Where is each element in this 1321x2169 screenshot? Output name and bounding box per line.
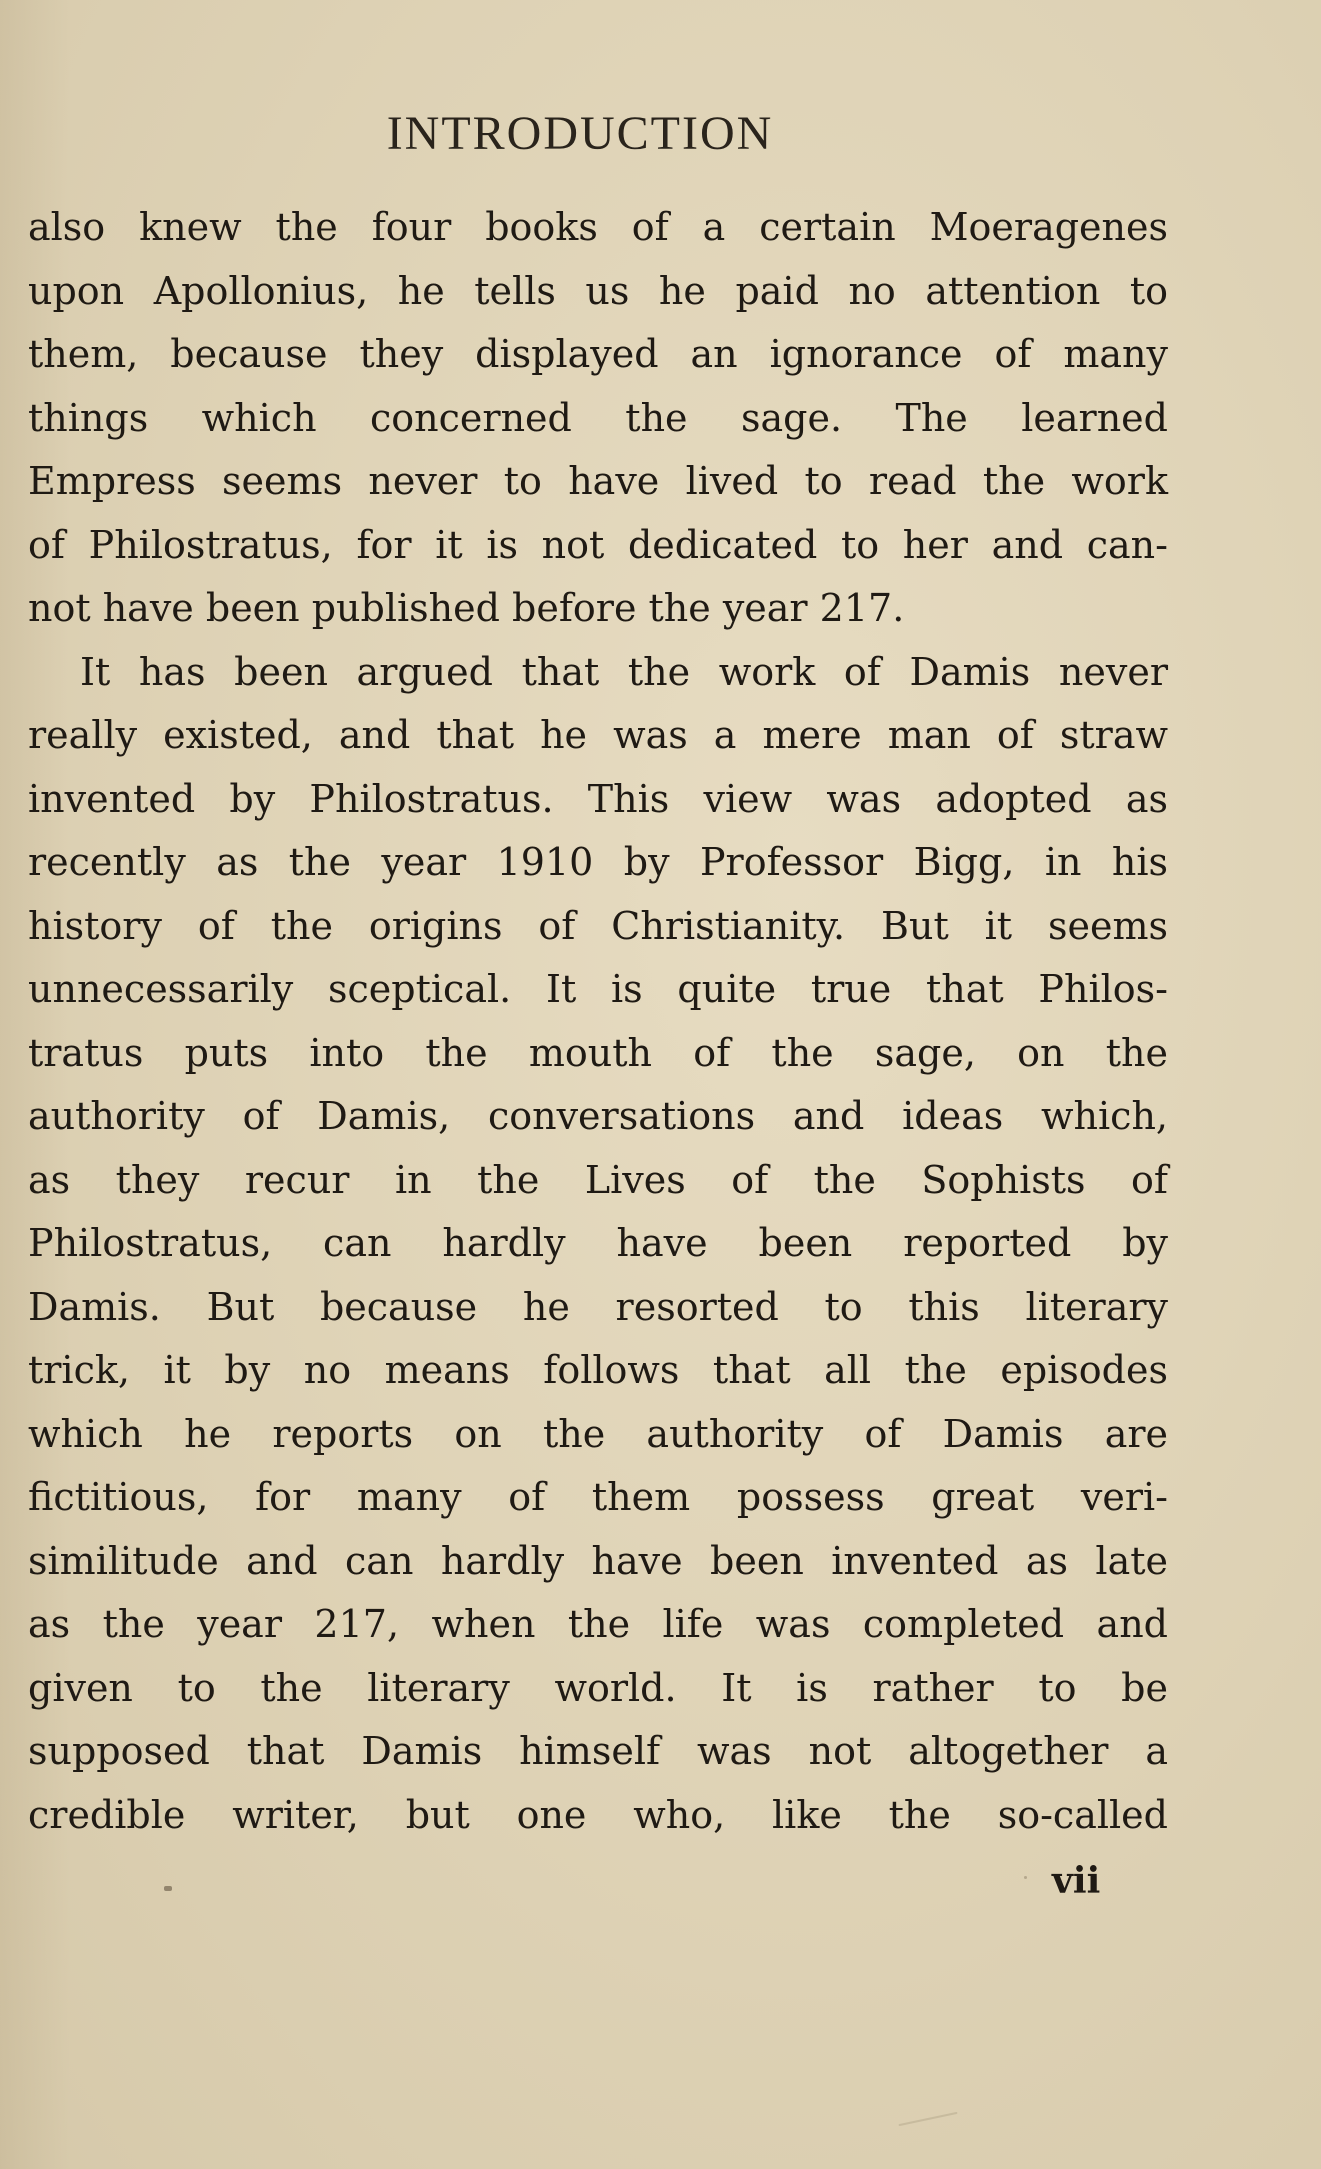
running-head: INTRODUCTION [386,107,774,160]
text-line: as they recur in the Lives of the Sophists of [28,1157,1168,1202]
text-line: history of the origins of Christianity. But it seems [28,903,1168,948]
text-line: Philostratus, can hardly have been reported by [28,1221,1168,1265]
text-line: fictitious, for many of them possess great veri- [28,1475,1168,1519]
text-line: which he reports on the authority of Damis are [28,1411,1168,1456]
text-line: unnecessarily sceptical. It is quite true that Philos- [28,967,1168,1011]
text-line: invented by Philostratus. This view was adopted as [28,776,1168,821]
text-line: of Philostratus, for it is not dedicated to her and can- [28,522,1168,567]
text-line: also knew the four books of a certain Moeragenes [28,205,1168,249]
body-text [28,196,1168,1847]
text-line: Empress seems never to have lived to read the work [28,459,1168,503]
page-number: vii [1052,1860,1101,1902]
text-line: really existed, and that he was a mere man of straw [28,713,1168,757]
text-line: supposed that Damis himself was not altogether a [28,1729,1168,1773]
text-line: credible writer, but one who, like the so-called [28,1792,1168,1837]
paragraph-start-line: It has been argued that the work of Damis never [80,649,1168,694]
text-line: them, because they displayed an ignorance of many [28,332,1168,376]
text-line: given to the literary world. It is rather to be [28,1665,1168,1710]
text-line: Damis. But because he resorted to this literary [28,1284,1168,1329]
text-line: authority of Damis, conversations and ideas which, [28,1094,1168,1138]
paper-speck [1024,1876,1027,1879]
text-line: things which concerned the sage. The learned [28,395,1168,440]
text-line: similitude and can hardly have been invented as late [28,1538,1168,1583]
text-line: trick, it by no means follows that all the episodes [28,1348,1168,1392]
paper-speck [898,2112,957,2126]
paragraph-end-line: not have been published before the year 217. [28,586,905,630]
paper-speck [164,1886,172,1891]
text-line: upon Apollonius, he tells us he paid no attention to [28,268,1168,313]
text-line: as the year 217, when the life was completed and [28,1602,1168,1646]
text-line: recently as the year 1910 by Professor Bigg, in his [28,840,1168,884]
text-line: tratus puts into the mouth of the sage, on the [28,1030,1168,1075]
